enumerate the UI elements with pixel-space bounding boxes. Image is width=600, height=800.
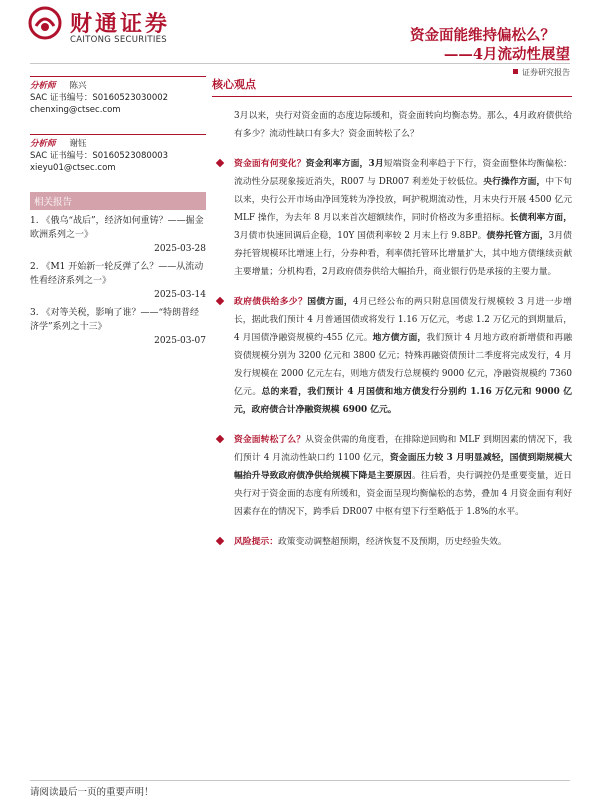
- analyst-divider: [30, 134, 206, 135]
- analyst-block: [30, 76, 206, 116]
- intro-paragraph: 3月以来，央行对资金面的态度边际缓和，资金面转向均衡态势。那么，4月政府债供给有多少？流动性缺口有多大？资金面转松了么？: [234, 111, 572, 139]
- bullet-text: 中下旬以来，央行公开市场由净回笼转为净投放，呵护税期流动性，月末央行开展 4500 亿元 MLF 操作，为去年 8 月以来首次超额续作，同时价格改为多重招标。: [234, 177, 572, 223]
- bullet-heading: 资金面转松了么？: [234, 435, 306, 445]
- diamond-bullet-icon: [216, 435, 224, 443]
- related-reports-heading: 相关报告: [30, 192, 206, 210]
- bullet-text: 短端资金利率趋于下行，资金面整体均衡偏松：流动性分层现象接近消失，R007 与 DR007 利差处于较低位。: [234, 159, 572, 187]
- analyst-divider: [30, 76, 206, 77]
- bullet-funding-loosen: [212, 431, 572, 521]
- bullet-risk-warning: [212, 533, 572, 551]
- analyst-role: 分析师: [30, 139, 56, 149]
- caitong-logo-icon: [28, 6, 62, 40]
- left-sidebar: [30, 76, 206, 352]
- related-report-date: 2025-03-14: [154, 290, 206, 300]
- bullet-text: 从资金供需的角度看，在排除逆回购和 MLF 到期因素的情况下，我们预计 4 月流动性缺口约 1100 亿元，: [234, 435, 572, 463]
- report-subtitle: ——4月流动性展望: [443, 46, 570, 63]
- analyst-certificate: SAC 证书编号：S0160523080003: [30, 151, 169, 161]
- bullet-bold-text: 央行操作方面，: [483, 177, 546, 187]
- bullet-bold-text: 长债利率方面，: [509, 213, 572, 223]
- bullet-text: 。往后看，央行调控仍是重要变量，近日央行对于资金面的态度有所缓和，资金面呈现均衡偏松的态势，叠加 4 月资金面有利好因素存在的情况下，跨季后 DR007 中枢有望下行至略低于 1.8%的水平。: [234, 471, 572, 517]
- bullet-bold-text: 总的来看，我们预计 4 月国债和地方债发行分别约 1.16 万亿元和 9000 亿元，政府债合计净融资规模 6900 亿元。: [234, 387, 572, 415]
- bullet-bold-text: 3月: [368, 159, 384, 169]
- bullet-bold-text: 国债方面，: [307, 297, 354, 307]
- company-logo: [28, 4, 208, 48]
- logo-chinese-name: 财通证券: [70, 11, 171, 37]
- report-type-text: 证券研究报告: [522, 68, 570, 77]
- analyst-block: [30, 134, 206, 174]
- diamond-bullet-icon: [216, 537, 224, 545]
- analyst-certificate: SAC 证书编号：S0160523030002: [30, 93, 169, 103]
- related-report-item[interactable]: [30, 214, 206, 256]
- main-content: [212, 76, 572, 563]
- related-report-item[interactable]: [30, 306, 206, 348]
- related-report-date: 2025-03-07: [154, 336, 206, 346]
- logo-english-name: CAITONG SECURITIES: [70, 35, 167, 45]
- related-report-item[interactable]: [30, 260, 206, 302]
- bullet-funding-change: [212, 155, 572, 281]
- core-views-heading: 核心观点: [212, 76, 572, 97]
- bullet-text: 3月债券托管规模环比增速上行，分券种看，利率债托管环比增量扩大，其中地方债继续贡献主要增量；分机构看，2月政府债券供给大幅抬升，商业银行仍是承接的主要力量。: [234, 231, 572, 277]
- analyst-name: 陈兴: [69, 81, 87, 91]
- bullet-bold-text: 地方债方面，: [372, 333, 427, 343]
- diamond-bullet-icon: [216, 297, 224, 305]
- related-report-date: 2025-03-28: [154, 244, 206, 254]
- report-title: 资金面能维持偏松么？: [410, 27, 555, 44]
- footer-disclaimer: 请阅读最后一页的重要声明！: [30, 787, 154, 798]
- related-report-title: 3. 《对等关税，影响了谁？——“特朗普经济学”系列之十三》: [30, 308, 200, 332]
- bullet-bold-text: 资金利率方面，: [305, 159, 369, 169]
- analyst-name: 谢钰: [69, 139, 87, 149]
- bullet-bold-text: 债券托管方面，: [486, 231, 549, 241]
- bullet-heading: 资金面有何变化？: [234, 159, 306, 169]
- bullet-text: 政策变动调整超预期，经济恢复不及预期，历史经验失效。: [278, 537, 507, 547]
- analyst-role: 分析师: [30, 81, 56, 91]
- footer-divider: [30, 780, 570, 781]
- analyst-email[interactable]: chenxing@ctsec.com: [30, 105, 121, 115]
- diamond-bullet-icon: [216, 159, 224, 167]
- bullet-text: 3月债市快速回调后企稳，10Y 国债利率较 2 月末上行 9.8BP。: [234, 231, 487, 241]
- header-divider: [30, 63, 570, 64]
- red-square-icon: [513, 69, 518, 74]
- bullet-government-bond-supply: [212, 293, 572, 419]
- bullet-heading: 风险提示：: [234, 537, 278, 547]
- bullet-text: 我们预计 4 月地方政府新增债和再融资债规模分别为 3200 亿元和 3800 亿元；特殊再融资债预计二季度将完成发行，4 月发行规模在 2000 亿元左右，则地方债发行总规模约 9000 亿元，净融资规模约 7360 亿元。: [234, 333, 572, 397]
- related-report-title: 1. 《俄乌“战后”，经济如何重铸？——掘金欧洲系列之一》: [30, 216, 204, 240]
- bullet-text: 4月已经公布的两只附息国债发行规模较 3 月进一步增长，据此我们预计 4 月普通国债或将发行 1.16 万亿元，考虑 1.2 万亿元的到期量后，4 月国债净融资规模约-455 亿元。: [234, 297, 572, 343]
- bullet-bold-text: 资金面压力较 3 月明显减轻，国债到期规模大幅抬升导致政府债净供给规模下降是主要原因: [234, 453, 573, 481]
- analyst-email[interactable]: xieyu01@ctsec.com: [30, 163, 116, 173]
- related-report-title: 2. 《M1 开始新一轮反弹了么？——从流动性看经济系列之一》: [30, 262, 204, 286]
- bullet-heading: 政府债供给多少？: [234, 297, 308, 307]
